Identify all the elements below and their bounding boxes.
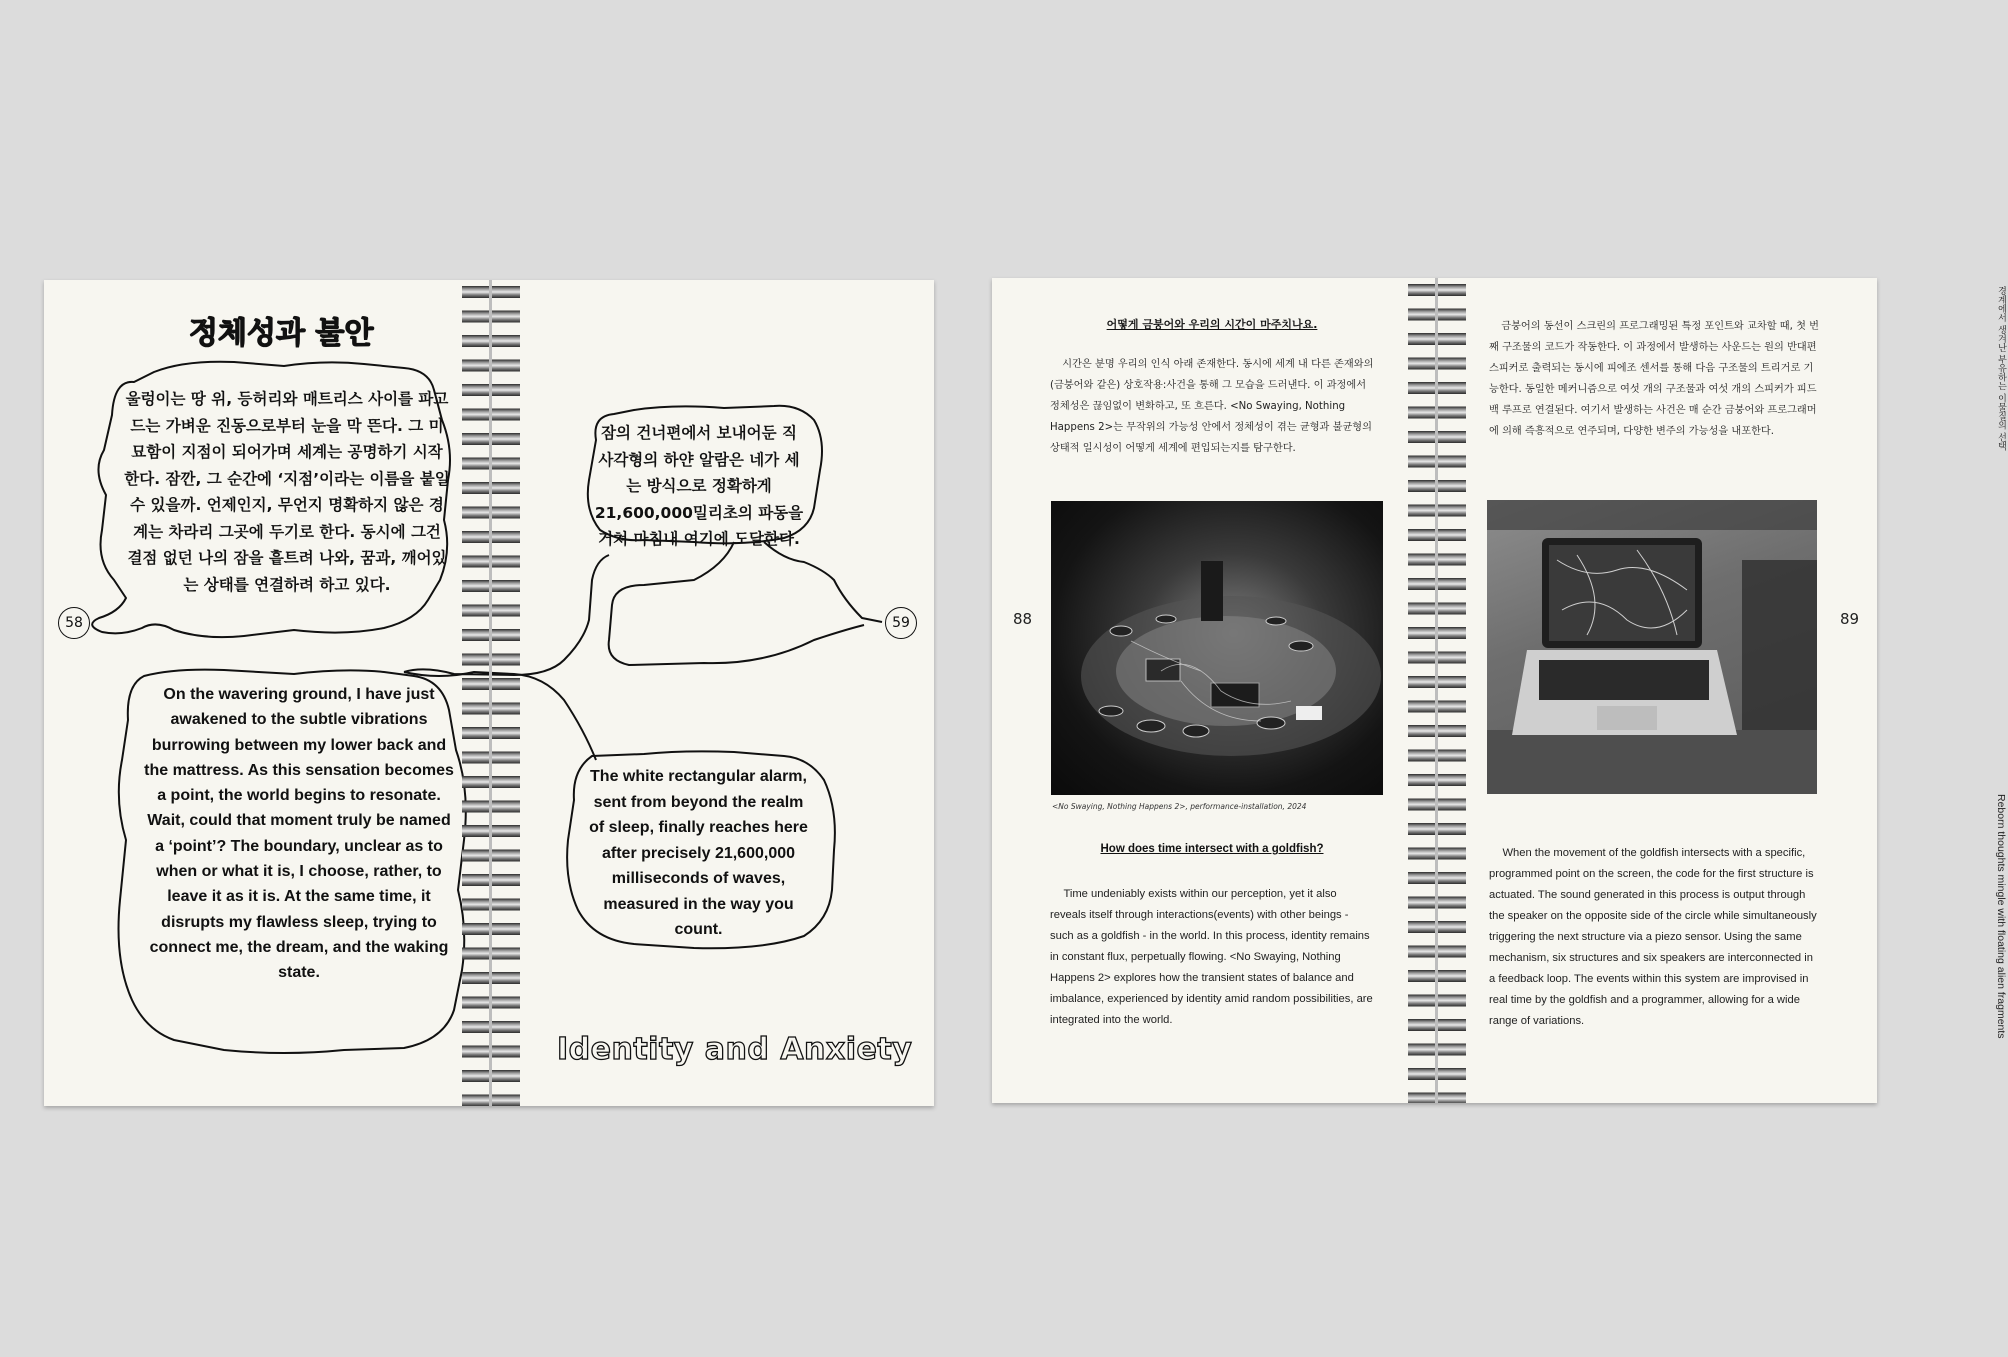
section-title-korean: 어떻게 금붕어와 우리의 시간이 마주치나요. <box>1106 318 1318 331</box>
laptop-setup-photo <box>1487 500 1817 794</box>
bubble-ko-2-text: 잠의 건너편에서 보내어둔 직사각형의 하얀 알람은 네가 세는 방식으로 정확하게 21,600,000밀리초의 파동을 거쳐 마침내 여기에 도달한다. <box>594 424 804 548</box>
body-english-right: When the movement of the goldfish intersects with a specific, programmed point on the screen, the code for the first structure is actuated. The sound generated in this process is output through the speaker on the opposite side of the circle while simultaneously triggering the next structure via a piezo sensor. Using the same mechanism, six structures and six speakers are interconnected in a feedback loop. The events within this system are improvised in real time by the goldfish and a programmer, allowing for a wide range of variations. <box>1489 847 1817 1027</box>
section-title-english: How does time intersect with a goldfish? <box>1100 843 1324 855</box>
laptop-illustration <box>1487 500 1817 794</box>
bubble-en-2-text: The white rectangular alarm, sent from beyond the realm of sleep, finally reaches here after precisely 21,600,000 milliseconds of waves, measured in the way you count. <box>589 768 808 938</box>
body-english-left: Time undeniably exists within our perception, yet it also reveals itself through interactions(events) with other beings - such as a goldfish - in the world. In this process, identity remains in constant flux, perpetually flowing. <No Swaying, Nothing Happens 2> explores how the transient states of balance and imbalance, experienced by identity amid random possibilities, are integrated into the world. <box>1050 888 1373 1026</box>
spiral-binding <box>462 280 520 1106</box>
performance-installation-photo <box>1051 501 1383 795</box>
right-spread <box>992 278 2007 1103</box>
left-spread <box>44 280 934 1106</box>
page-number-89: 89 <box>1840 610 1860 628</box>
title-english: Identity and Anxiety <box>557 1032 913 1067</box>
bubble-en-1-text: On the wavering ground, I have just awakened to the subtle vibrations burrowing between my lower back and the mattress. As this sensation becomes a point, the world begins to resonate. Wait, could that moment truly be named a ‘point’? The boundary, unclear as to when or what it is, I choose, rather, to leave it as it is. At the same time, it disrupts my flawless sleep, trying to connect me, the dream, and the waking state. <box>144 686 454 982</box>
page-number-58: 58 <box>58 607 90 639</box>
body-korean-right: 금붕어의 동선이 스크린의 프로그래밍된 특정 포인트와 교차할 때, 첫 번째 구조물의 코드가 작동한다. 이 과정에서 발생하는 사운드는 원의 반대편 스피커로 출력되는 동시에 피에조 센서를 통해 다음 구조물의 트리거로 기능한다. 동일한 메커니즘으로 여섯 개의 구조물과 여섯 개의 스피커가 피드백 루프로 연결된다. 여기서 발생하는 사건은 매 순간 금붕어와 프로그래머에 의해 즉흥적으로 연주되며, 다양한 변주의 가능성을 내포한다. <box>1489 321 1820 437</box>
title-korean: 정체성과 불안 <box>189 316 374 351</box>
side-caption-korean: 경계에서 생겨난 부유하는 이물질의 선택 <box>1996 286 2006 451</box>
page-number-59: 59 <box>885 607 917 639</box>
body-korean-left: 시간은 분명 우리의 인식 아래 존재한다. 동시에 세계 내 다른 존재와의(금붕어와 같은) 상호작용:사건을 통해 그 모습을 드러낸다. 이 과정에서 정체성은 끊임없이 변화하고, 또 흐른다. <No Swaying, Nothing Happens 2>는 무작위의 가능성 안에서 정체성이 겪는 균형과 불균형의 상태적 일시성이 어떻게 세계에 편입되는지를 탐구한다. <box>1050 359 1374 454</box>
spiral-binding <box>1408 278 1466 1103</box>
page-number-88: 88 <box>1013 610 1033 628</box>
side-caption-english: Reborn thoughts mingle with floating alien fragments <box>1995 794 2007 1039</box>
photo-caption: <No Swaying, Nothing Happens 2>, performance-installation, 2024 <box>1052 802 1307 811</box>
bubble-ko-2-tail <box>609 542 882 665</box>
bubble-ko-1-text: 울렁이는 땅 위, 등허리와 매트리스 사이를 파고드는 가벼운 진동으로부터 눈을 막 뜬다. 그 미묘함이 지점이 되어가며 세계는 공명하기 시작한다. 잠깐, 그 순간에 ‘지점’이라는 이름을 붙일 수 있을까. 언제인지, 무언지 명확하지 않은 경계는 차라리 그곳에 두기로 한다. 동시에 그건 결점 없던 나의 잠을 흩트려 나와, 꿈과, 깨어있는 상태를 연결하려 하고 있다. <box>124 390 450 594</box>
installation-illustration <box>1051 501 1383 795</box>
